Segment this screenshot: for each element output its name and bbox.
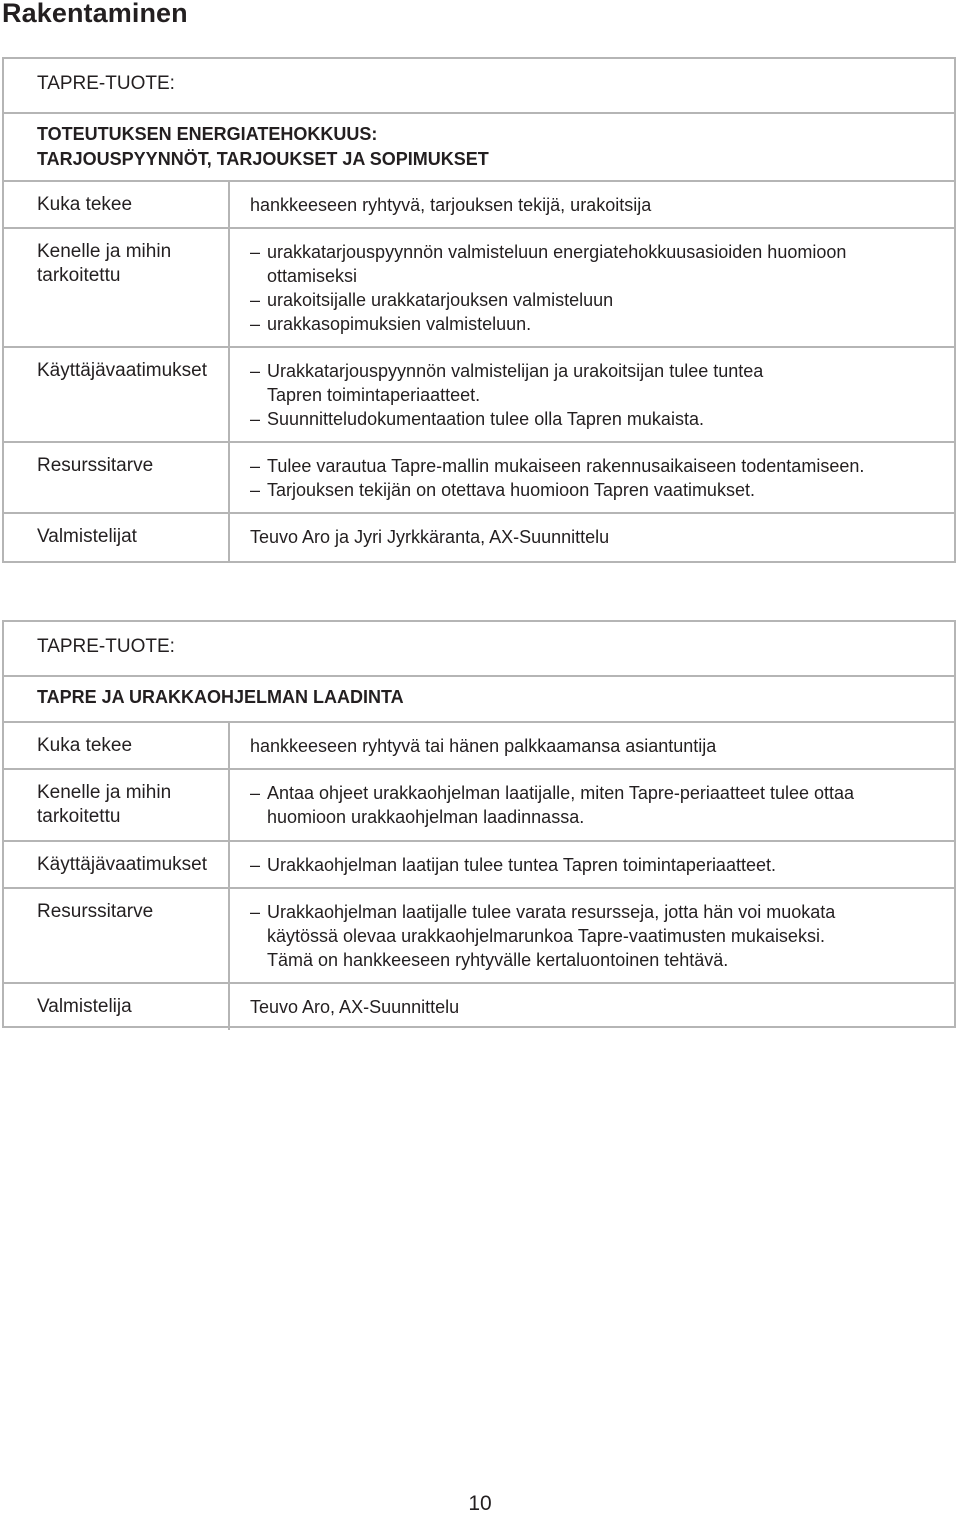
dash: – xyxy=(250,855,261,875)
bullet-line: Urakkaohjelman laatijan tulee tuntea Tapren toimintaperiaatteet. xyxy=(267,855,776,875)
product-card-urakkaohjelma xyxy=(2,620,956,1028)
bullet-item xyxy=(250,781,954,829)
row-label-line: tarkoitettu xyxy=(37,806,121,827)
bullet-line: Tämä on hankkeeseen ryhtyvälle kertaluontoinen tehtävä. xyxy=(267,950,729,970)
dash: – xyxy=(250,456,261,476)
dash: – xyxy=(250,902,261,922)
row-value: Teuvo Aro, AX-Suunnittelu xyxy=(250,997,460,1017)
row-valmistelijat xyxy=(4,514,954,561)
bullet-line: Urakkatarjouspyynnön valmistelijan ja urakoitsijan tulee tuntea xyxy=(267,361,764,381)
card-title-line: TAPRE JA URAKKAOHJELMAN LAADINTA xyxy=(37,687,404,707)
bullet-line: Antaa ohjeet urakkaohjelman laatijalle, miten Tapre-periaatteet tulee ottaa xyxy=(267,783,855,803)
dash: – xyxy=(250,242,261,262)
page-number: 10 xyxy=(468,1492,492,1515)
bullet-item xyxy=(250,853,954,877)
bullet-line: urakkasopimuksien valmisteluun. xyxy=(267,314,532,334)
bullet-line: ottamiseksi xyxy=(267,266,358,286)
bullet-line: huomioon urakkaohjelman laadinnassa. xyxy=(267,807,585,827)
dash: – xyxy=(250,409,261,429)
bullet-line: urakoitsijalle urakkatarjouksen valmisteluun xyxy=(267,290,614,310)
row-kayttajavaatimukset xyxy=(4,348,954,443)
bullet-item xyxy=(250,407,954,431)
row-label: Käyttäjävaatimukset xyxy=(4,842,230,887)
card-type-label: TAPRE-TUOTE: xyxy=(37,73,175,94)
bullet-line: Tulee varautua Tapre-mallin mukaiseen rakennusaikaiseen todentamiseen. xyxy=(267,456,865,476)
bullet-item xyxy=(250,478,954,502)
dash: – xyxy=(250,361,261,381)
row-value: hankkeeseen ryhtyvä tai hänen palkkaamansa asiantuntija xyxy=(250,736,717,756)
bullet-line: käytössä olevaa urakkaohjelmarunkoa Tapre-vaatimusten mukaiseksi. xyxy=(267,926,825,946)
row-label: Kuka tekee xyxy=(4,723,230,768)
dash: – xyxy=(250,480,261,500)
bullet-item xyxy=(250,454,954,478)
row-kuka-tekee xyxy=(4,182,954,229)
row-resurssitarve xyxy=(4,889,954,984)
row-label: Resurssitarve xyxy=(4,889,230,982)
card-type-row xyxy=(4,59,954,114)
bullet-item xyxy=(250,288,954,312)
card-type-label: TAPRE-TUOTE: xyxy=(37,636,175,657)
row-value xyxy=(230,889,954,982)
row-label xyxy=(4,770,230,840)
bullet-item xyxy=(250,312,954,336)
bullet-line: Tapren toimintaperiaatteet. xyxy=(267,385,481,405)
bullet-line: Urakkaohjelman laatijalle tulee varata resursseja, jotta hän voi muokata xyxy=(267,902,836,922)
row-valmistelija xyxy=(4,984,954,1030)
dash: – xyxy=(250,290,261,310)
row-value: Teuvo Aro ja Jyri Jyrkkäranta, AX-Suunnittelu xyxy=(250,527,610,547)
dash: – xyxy=(250,783,261,803)
row-kuka-tekee xyxy=(4,723,954,770)
row-kenelle-ja-mihin xyxy=(4,229,954,348)
row-kenelle-ja-mihin xyxy=(4,770,954,842)
row-label: Valmistelija xyxy=(4,984,230,1030)
bullet-line: urakkatarjouspyynnön valmisteluun energiatehokkuusasioiden huomioon xyxy=(267,242,847,262)
product-card-energy-efficiency xyxy=(2,57,956,563)
row-resurssitarve xyxy=(4,443,954,514)
row-value xyxy=(230,348,954,441)
bullet-line: Suunnitteludokumentaation tulee olla Tapren mukaista. xyxy=(267,409,704,429)
row-value xyxy=(230,443,954,512)
row-label-line: tarkoitettu xyxy=(37,265,121,286)
row-label: Käyttäjävaatimukset xyxy=(4,348,230,441)
bullet-item xyxy=(250,240,954,288)
row-label: Valmistelijat xyxy=(4,514,230,561)
card-title-line: TOTEUTUKSEN ENERGIATEHOKKUUS: xyxy=(37,124,378,144)
card-title-row xyxy=(4,114,954,182)
row-label-line: Kenelle ja mihin xyxy=(37,241,172,262)
row-value xyxy=(230,229,954,346)
card-title-row xyxy=(4,677,954,723)
row-label-line: Kenelle ja mihin xyxy=(37,782,172,803)
row-label: Kuka tekee xyxy=(4,182,230,227)
row-value: hankkeeseen ryhtyvä, tarjouksen tekijä, urakoitsija xyxy=(250,195,652,215)
page-heading: Rakentaminen xyxy=(2,0,188,28)
dash: – xyxy=(250,314,261,334)
bullet-item xyxy=(250,359,954,407)
card-type-row xyxy=(4,622,954,677)
row-value xyxy=(230,842,954,887)
bullet-line: Tarjouksen tekijän on otettava huomioon Tapren vaatimukset. xyxy=(267,480,755,500)
row-label: Resurssitarve xyxy=(4,443,230,512)
row-value xyxy=(230,770,954,840)
row-kayttajavaatimukset xyxy=(4,842,954,889)
bullet-item xyxy=(250,900,954,972)
card-title-line: TARJOUSPYYNNÖT, TARJOUKSET JA SOPIMUKSET xyxy=(37,149,489,169)
row-label xyxy=(4,229,230,346)
